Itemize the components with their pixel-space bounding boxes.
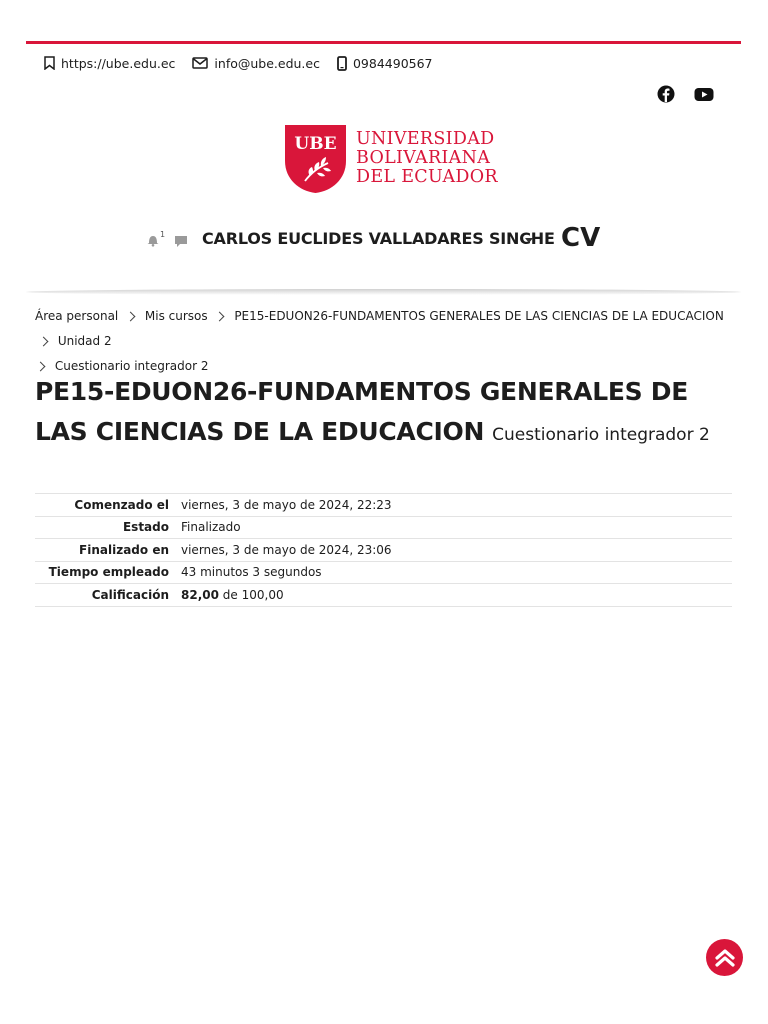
website-link[interactable] (44, 56, 175, 71)
table-row (35, 539, 732, 562)
attempt-summary-table (35, 493, 732, 607)
chat-bubble-icon (174, 235, 188, 248)
messages-button[interactable] (174, 233, 188, 252)
logo-wordmark (356, 130, 498, 195)
row-value: viernes, 3 de mayo de 2024, 22:23 (175, 494, 732, 517)
bookmark-icon (44, 56, 55, 70)
chevron-right-icon (36, 362, 46, 372)
breadcrumb-item-home[interactable]: Área personal (35, 309, 119, 323)
user-menu-toggle[interactable]: CARLOS EUCLIDES VALLADARES SINCHE (202, 229, 555, 248)
page-title (35, 372, 735, 455)
row-value (175, 584, 732, 607)
notifications-button[interactable] (146, 232, 168, 248)
logo-badge-text: UBE (294, 134, 337, 154)
row-label: Comenzado el (35, 494, 175, 517)
breadcrumb-item-unit[interactable]: Unidad 2 (57, 334, 112, 348)
logo-line-2: BOLIVARIANA (356, 148, 491, 168)
university-logo[interactable] (285, 125, 498, 195)
mobile-phone-icon (337, 56, 347, 71)
row-value: 43 minutos 3 segundos (175, 561, 732, 584)
row-label: Tiempo empleado (35, 561, 175, 584)
facebook-icon[interactable] (656, 84, 676, 104)
chevron-right-icon (126, 312, 136, 322)
youtube-icon[interactable] (694, 84, 714, 104)
quiz-title: Cuestionario integrador 2 (492, 425, 710, 445)
breadcrumb-item-quiz[interactable]: Cuestionario integrador 2 (54, 359, 209, 373)
bell-icon (146, 233, 160, 247)
chevron-right-icon (39, 337, 49, 347)
logo-line-1: UNIVERSIDAD (356, 129, 495, 149)
logo-line-3: DEL ECUADOR (356, 167, 498, 187)
contact-row (44, 53, 450, 73)
table-row (35, 584, 732, 607)
user-navigation (0, 220, 768, 260)
grade-max: de 100,00 (222, 587, 284, 602)
breadcrumb-item-my-courses[interactable]: Mis cursos (144, 309, 208, 323)
grade-value: 82,00 (181, 587, 219, 602)
breadcrumb-item-course[interactable]: PE15-EDUON26-FUNDAMENTOS GENERALES DE LAS CIENCIAS DE LA EDUCACION (234, 309, 724, 323)
envelope-icon (192, 57, 208, 69)
table-row (35, 516, 732, 539)
back-to-top-button[interactable] (706, 939, 743, 976)
chevron-right-icon (215, 312, 225, 322)
row-value: viernes, 3 de mayo de 2024, 23:06 (175, 539, 732, 562)
header-divider (26, 289, 741, 295)
row-value: Finalizado (175, 516, 732, 539)
chevron-down-icon[interactable] (525, 238, 533, 243)
breadcrumb (35, 304, 735, 379)
top-accent-bar (26, 41, 741, 44)
table-row (35, 494, 732, 517)
ube-shield-logo (285, 125, 346, 193)
row-label: Estado (35, 516, 175, 539)
double-chevron-up-icon (714, 948, 736, 968)
row-label: Finalizado en (35, 539, 175, 562)
website-text: https://ube.edu.ec (61, 55, 176, 71)
phone-link[interactable] (337, 56, 433, 71)
course-title: PE15-EDUON26-FUNDAMENTOS GENERALES DE LAS CIENCIAS DE LA EDUCACION (35, 377, 688, 446)
row-label: Calificación (35, 584, 175, 607)
email-text: info@ube.edu.ec (214, 55, 320, 71)
notification-count: 1 (160, 230, 166, 239)
phone-text: 0984490567 (352, 55, 433, 71)
email-link[interactable] (192, 56, 320, 71)
social-links (656, 84, 714, 104)
avatar[interactable]: CV (561, 223, 601, 253)
table-row (35, 561, 732, 584)
